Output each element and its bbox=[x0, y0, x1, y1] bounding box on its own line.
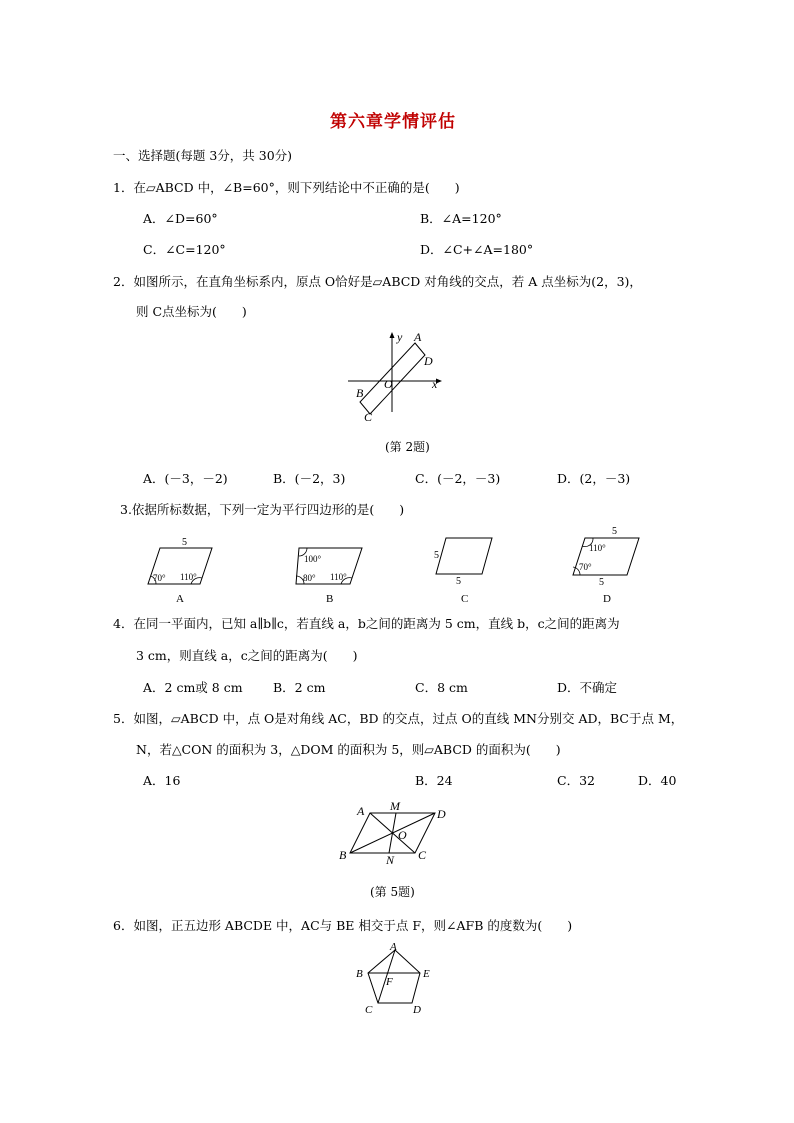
svg-text:70°: 70° bbox=[579, 562, 592, 572]
svg-text:E: E bbox=[423, 968, 430, 980]
svg-text:110°: 110° bbox=[589, 543, 606, 553]
q3-figure-b bbox=[290, 535, 370, 605]
q2-figure bbox=[340, 328, 450, 428]
svg-text:5: 5 bbox=[456, 576, 461, 587]
q6-figure bbox=[345, 940, 445, 1020]
q2-stem-line1: 2．如图所示，在直角坐标系内，原点 O恰好是▱ABCD 对角线的交点，若 A 点坐标为(2，3)， bbox=[113, 274, 642, 289]
q6-stem: 6．如图，正五边形 ABCDE 中，AC与 BE 相交于点 F，则∠AFB 的度数为( ) bbox=[113, 918, 573, 933]
svg-text:B: B bbox=[326, 593, 334, 605]
svg-text:110°: 110° bbox=[330, 572, 347, 582]
svg-text:5: 5 bbox=[599, 577, 604, 588]
svg-text:O: O bbox=[398, 828, 407, 842]
label-y: y bbox=[397, 330, 403, 344]
q5-stem-line1: 5．如图，▱ABCD 中，点 O是对角线 AC，BD 的交点，过点 O的直线 MN分别交 AD，BC于点 M， bbox=[113, 711, 684, 726]
svg-text:5: 5 bbox=[434, 550, 439, 561]
svg-text:M: M bbox=[390, 800, 400, 813]
q3-figure-c bbox=[425, 535, 505, 605]
label-D: D bbox=[424, 354, 433, 368]
q2-option-c: C．(－2，－3) bbox=[415, 471, 501, 486]
q4-option-d: D．不确定 bbox=[557, 680, 618, 695]
svg-text:D: D bbox=[413, 1004, 421, 1016]
line-mn bbox=[389, 813, 396, 853]
q2-caption: (第 2题) bbox=[385, 440, 430, 454]
q2-option-b: B．(－2，3) bbox=[273, 471, 346, 486]
svg-text:N: N bbox=[386, 853, 395, 867]
q5-caption: (第 5题) bbox=[370, 885, 415, 899]
q4-option-a: A．2 cm或 8 cm bbox=[143, 680, 243, 695]
q2-option-a: A．(－3，－2) bbox=[143, 471, 228, 486]
svg-text:70°: 70° bbox=[153, 573, 166, 583]
svg-text:A: A bbox=[390, 941, 397, 953]
svg-text:D: D bbox=[603, 593, 611, 605]
svg-text:B: B bbox=[356, 968, 363, 980]
label-B: B bbox=[356, 386, 364, 400]
q2-option-d: D．(2，－3) bbox=[557, 471, 631, 486]
svg-text:A: A bbox=[176, 593, 184, 605]
label-O: O bbox=[384, 377, 393, 391]
svg-text:A: A bbox=[357, 804, 365, 818]
svg-text:100°: 100° bbox=[304, 554, 322, 564]
q4-option-c: C．8 cm bbox=[415, 680, 468, 695]
y-arrow bbox=[390, 332, 395, 338]
svg-text:C: C bbox=[365, 1004, 373, 1016]
q5-stem-line2: N，若△CON 的面积为 3，△DOM 的面积为 5，则▱ABCD 的面积为( ) bbox=[136, 742, 561, 757]
q1-stem: 1．在▱ABCD 中，∠B=60°，则下列结论中不正确的是( ) bbox=[113, 180, 460, 195]
q1-option-b: B．∠A=120° bbox=[420, 211, 502, 226]
q4-option-b: B．2 cm bbox=[273, 680, 326, 695]
q2-stem-line2: 则 C点坐标为( ) bbox=[136, 304, 247, 319]
q4-stem-line2: 3 cm，则直线 a，c之间的距离为( ) bbox=[136, 648, 358, 663]
q5-figure bbox=[335, 800, 455, 870]
q4-stem-line1: 4．在同一平面内，已知 a∥b∥c，若直线 a，b之间的距离为 5 cm，直线 b，c之间的距离为 bbox=[113, 616, 620, 631]
q5-option-d: D．40 bbox=[638, 773, 677, 788]
svg-text:5: 5 bbox=[182, 537, 187, 548]
pentagon-abcde bbox=[368, 950, 420, 1003]
q5-option-a: A．16 bbox=[143, 773, 181, 788]
svg-text:110°: 110° bbox=[180, 572, 197, 582]
q1-option-d: D．∠C+∠A=180° bbox=[420, 242, 534, 257]
svg-text:80°: 80° bbox=[303, 573, 316, 583]
svg-text:D: D bbox=[437, 807, 446, 821]
svg-text:F: F bbox=[386, 976, 393, 988]
page-title: 第六章学情评估 bbox=[330, 112, 456, 132]
q3-figure-a bbox=[140, 535, 220, 605]
svg-text:5: 5 bbox=[612, 526, 617, 537]
q5-option-b: B．24 bbox=[415, 773, 453, 788]
label-C: C bbox=[364, 410, 373, 424]
svg-text:B: B bbox=[339, 848, 347, 862]
label-x: x bbox=[432, 377, 438, 391]
label-A: A bbox=[414, 330, 422, 344]
q1-option-a: A．∠D=60° bbox=[143, 211, 218, 226]
svg-text:C: C bbox=[418, 848, 427, 862]
section-heading: 一、选择题(每题 3分，共 30分) bbox=[113, 148, 293, 163]
svg-text:C: C bbox=[461, 593, 469, 605]
q3-figure-d bbox=[565, 520, 655, 605]
q5-option-c: C．32 bbox=[557, 773, 595, 788]
q1-option-c: C．∠C=120° bbox=[143, 242, 226, 257]
q3-stem: 3.依据所标数据，下列一定为平行四边形的是( ) bbox=[120, 502, 405, 517]
